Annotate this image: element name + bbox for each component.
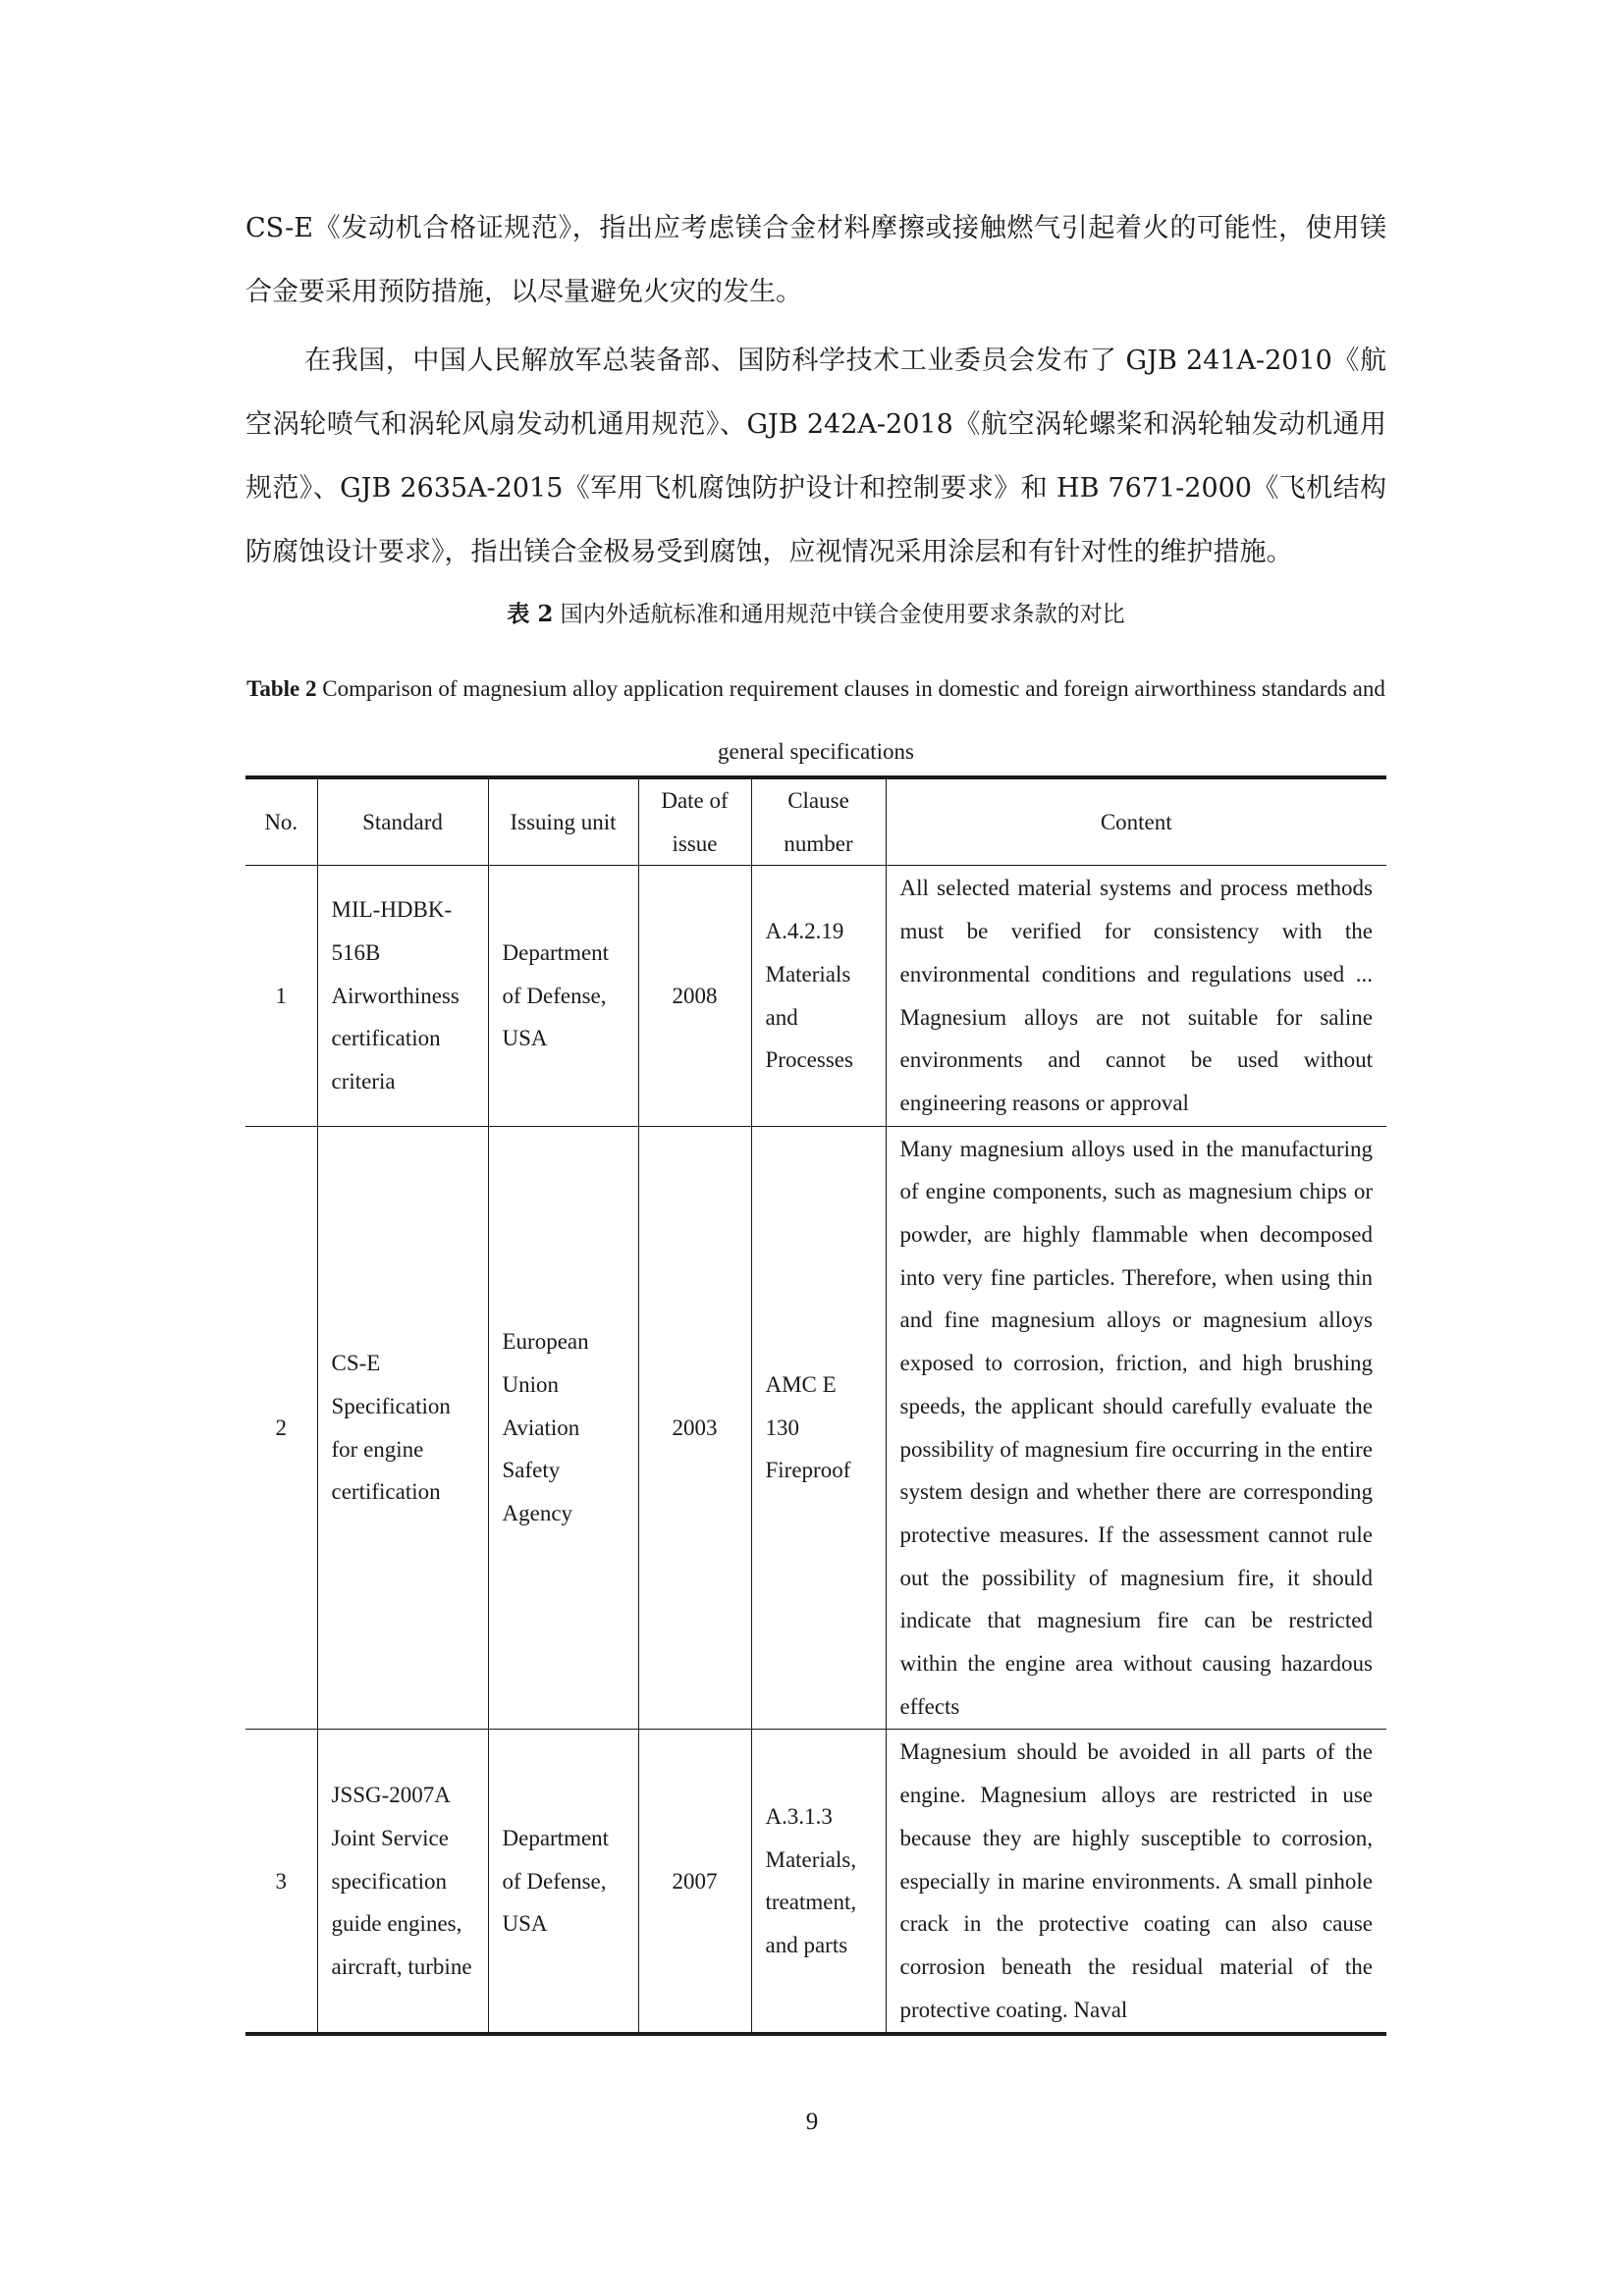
header-content: Content (886, 777, 1386, 866)
table-caption-cn-text: 国内外适航标准和通用规范中镁合金使用要求条款的对比 (560, 602, 1125, 627)
header-clause-number: Clause number (751, 777, 886, 866)
header-no: No. (245, 777, 317, 866)
table-row (245, 1730, 1386, 2034)
header-issuing-unit: Issuing unit (488, 777, 638, 866)
cell-date: 2003 (638, 1126, 751, 1730)
table-caption-cn-label: 表 2 (507, 601, 554, 627)
cell-standard: MIL-HDBK-516B Airworthiness certification criteria (317, 866, 488, 1126)
cell-issuing-unit: Department of Defense, USA (488, 866, 638, 1126)
table-caption-en-text: Comparison of magnesium alloy application requirement clauses in domestic and foreign airworthiness standards and general specifications (322, 676, 1385, 764)
header-date-of-issue: Date of issue (638, 777, 751, 866)
body-paragraph-1: CS-E《发动机合格证规范》，指出应考虑镁合金材料摩擦或接触燃气引起着火的可能性，使用镁合金要采用预防措施，以尽量避免火灾的发生。 (245, 213, 1386, 307)
cell-clause: A.4.2.19 Materials and Processes (751, 866, 886, 1126)
page-number: 9 (805, 2109, 819, 2135)
table-header-row (245, 777, 1386, 866)
cell-no: 2 (245, 1126, 317, 1730)
cell-no: 3 (245, 1730, 317, 2034)
table-caption-en-label: Table 2 (246, 676, 317, 701)
table-row (245, 1126, 1386, 1730)
cell-standard: CS-E Specification for engine certification (317, 1126, 488, 1730)
header-standard: Standard (317, 777, 488, 866)
comparison-table (245, 775, 1386, 2036)
cell-clause: AMC E 130 Fireproof (751, 1126, 886, 1730)
cell-content: Many magnesium alloys used in the manufacturing of engine components, such as magnesium chips or powder, are highly flammable when decomposed into very fine particles. Therefore, when using thin and fine magnesium alloys or magnesium alloys exposed to corrosion, friction, and high brushing speeds, the applicant should carefully evaluate the possibility of magnesium fire occurring in the entire system design and whether there are corresponding protective measures. If the assessment cannot rule out the possibility of magnesium fire, it should indicate that magnesium fire can be restricted within the engine area without causing hazardous effects (886, 1126, 1386, 1730)
cell-clause: A.3.1.3 Materials, treatment, and parts (751, 1730, 886, 2034)
cell-no: 1 (245, 866, 317, 1126)
cell-content: All selected material systems and process methods must be verified for consistency with the environmental conditions and regulations used ... Magnesium alloys are not suitable for saline environments and cannot be used without engineering reasons or approval (886, 866, 1386, 1126)
cell-standard: JSSG-2007A Joint Service specification guide engines, aircraft, turbine (317, 1730, 488, 2034)
cell-date: 2007 (638, 1730, 751, 2034)
body-paragraph-2: 在我国，中国人民解放军总装备部、国防科学技术工业委员会发布了 GJB 241A-2010《航空涡轮喷气和涡轮风扇发动机通用规范》、GJB 242A-2018《航空涡轮螺桨和涡轮轴发动机通用规范》、GJB 2635A-2015《军用飞机腐蚀防护设计和控制要求》和 HB 7671-2000《飞机结构防腐蚀设计要求》，指出镁合金极易受到腐蚀，应视情况采用涂层和有针对性的维护措施。 (245, 346, 1386, 567)
cell-issuing-unit: European Union Aviation Safety Agency (488, 1126, 638, 1730)
cell-issuing-unit: Department of Defense, USA (488, 1730, 638, 2034)
table-row (245, 866, 1386, 1126)
table-caption-chinese (245, 595, 1386, 634)
cell-content: Magnesium should be avoided in all parts of the engine. Magnesium alloys are restricted in use because they are highly susceptible to corrosion, especially in marine environments. A small pinhole crack in the protective coating can also cause corrosion beneath the residual material of the protective coating. Naval (886, 1730, 1386, 2034)
cell-date: 2008 (638, 866, 751, 1126)
table-caption-english (245, 658, 1386, 783)
